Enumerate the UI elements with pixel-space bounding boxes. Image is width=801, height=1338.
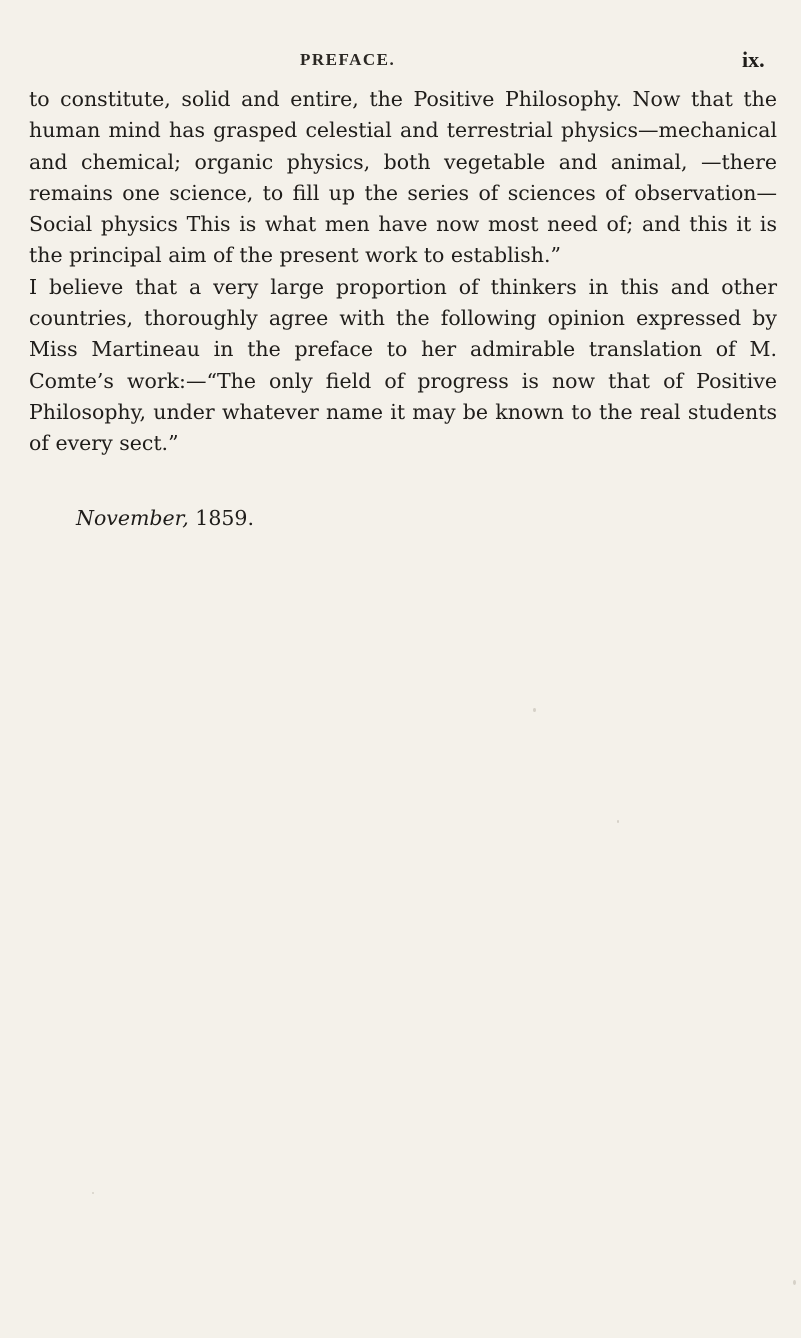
page-number: ix. (742, 47, 765, 72)
running-title: PREFACE. (300, 50, 396, 69)
page-header (0, 34, 801, 74)
paper-speck (617, 820, 619, 823)
paragraph-1: to constitute, solid and entire, the Positive Philosophy. Now that the human mind has grasped celestial and terrestrial physics—mechanical and chemical; organic physics, both vegetable and animal, —there remains one science, to fill up the series of sciences of observation—Social physics This is what men have now most need of; and this it is the principal aim of the present work to establish.” (29, 87, 777, 268)
dateline-year: 1859. (195, 506, 254, 530)
dateline-month: November, (76, 506, 189, 530)
body-text (29, 84, 777, 460)
paragraph-2: I believe that a very large proportion of thinkers in this and other countries, thoroughly agree with the following opinion expressed by Miss Martineau in the preface to her admirable translation of M. Comte’s work:—“The only field of progress is now that of Positive Philosophy, under whatever name it may be known to the real students of every sect.” (29, 274, 777, 456)
paper-speck (533, 708, 536, 712)
dateline (76, 506, 254, 530)
paper-speck (793, 1280, 796, 1285)
paper-speck (92, 1192, 94, 1194)
